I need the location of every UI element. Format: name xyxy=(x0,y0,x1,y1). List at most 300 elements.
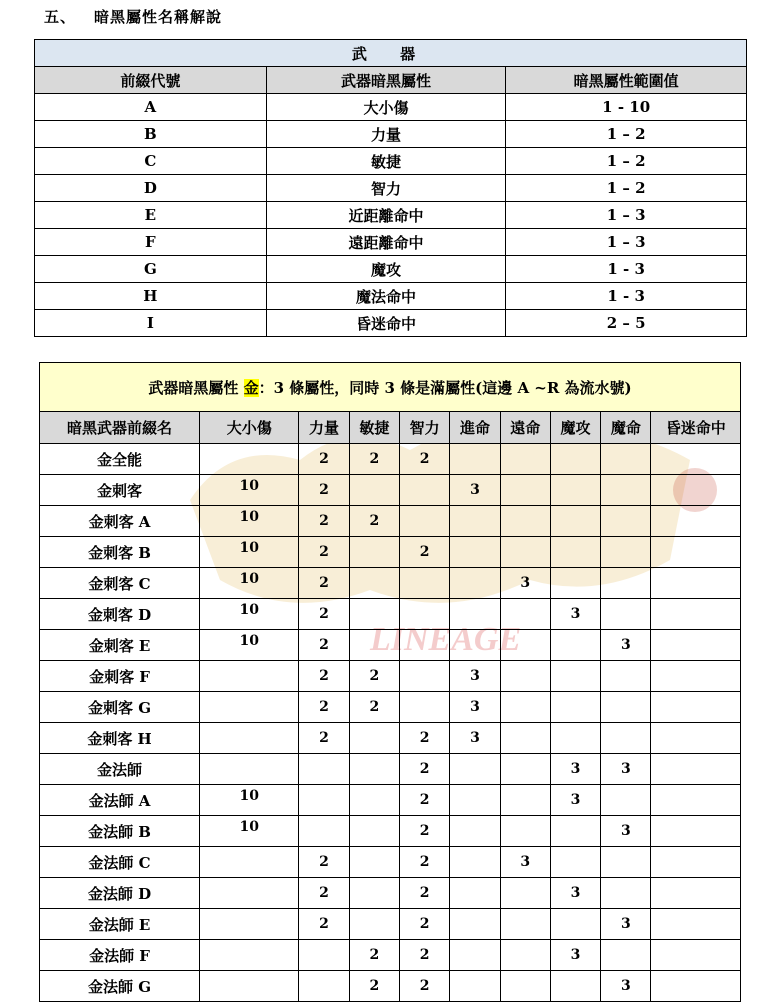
gold-table-cell xyxy=(299,878,349,909)
gold-table-cell xyxy=(500,878,550,909)
gold-table-cell xyxy=(200,754,299,785)
gold-table-cell xyxy=(349,723,399,754)
gold-table-cell xyxy=(651,475,741,506)
weapon-table-cell: H xyxy=(35,283,267,310)
gold-table-cell xyxy=(400,444,450,475)
cell-value: 2 xyxy=(419,947,430,963)
gold-table-header: 魔攻 xyxy=(550,412,600,444)
cell-value: 2 xyxy=(319,575,329,591)
gold-table-cell xyxy=(550,444,600,475)
weapon-table-cell: 昏迷命中 xyxy=(266,310,506,337)
gold-row-name xyxy=(40,692,200,723)
gold-table-cell xyxy=(400,816,450,847)
cell-value: 2 xyxy=(419,544,430,560)
gold-table-cell xyxy=(500,506,550,537)
cell-value: 3 xyxy=(570,761,581,777)
gold-table-cell xyxy=(450,909,500,940)
table-row xyxy=(35,283,747,310)
weapon-table-cell: 2 – 5 xyxy=(506,310,747,337)
table-row xyxy=(35,229,747,256)
gold-table-cell xyxy=(200,940,299,971)
table-row xyxy=(40,506,741,537)
gold-table-cell xyxy=(450,475,500,506)
gold-table-header: 魔命 xyxy=(601,412,651,444)
gold-table-cell xyxy=(299,506,349,537)
gold-table-cell xyxy=(349,754,399,785)
cell-value: 2 xyxy=(419,885,430,901)
gold-table-cell xyxy=(349,847,399,878)
table-row xyxy=(40,475,741,506)
gold-attribute-table xyxy=(39,362,741,1002)
cell-value: 10 xyxy=(239,633,259,649)
gold-table-cell xyxy=(601,661,651,692)
table-row xyxy=(40,444,741,475)
weapon-table-cell: F xyxy=(35,229,267,256)
gold-table-cell xyxy=(500,475,550,506)
gold-table-cell xyxy=(299,940,349,971)
gold-table-cell xyxy=(601,847,651,878)
cell-value: 2 xyxy=(419,451,430,467)
table-row xyxy=(40,971,741,1002)
weapon-table-cell: G xyxy=(35,256,267,283)
table-row xyxy=(35,256,747,283)
gold-table-cell xyxy=(450,568,500,599)
gold-table-cell xyxy=(299,692,349,723)
gold-row-name xyxy=(40,909,200,940)
gold-table-cell xyxy=(601,878,651,909)
gold-table-cell xyxy=(299,630,349,661)
gold-table-cell xyxy=(550,537,600,568)
gold-table-cell xyxy=(299,661,349,692)
gold-title-suffix: ：3 條屬性，同時 3 條是滿屬性(這邊 A ~R 為流水號) xyxy=(258,378,632,397)
table-row xyxy=(40,847,741,878)
gold-table-cell xyxy=(550,630,600,661)
cell-value: 10 xyxy=(239,540,259,556)
gold-table-cell xyxy=(400,506,450,537)
weapon-table-cell: A xyxy=(35,94,267,121)
gold-table-cell xyxy=(400,754,450,785)
gold-table-cell xyxy=(299,475,349,506)
cell-value: 10 xyxy=(239,478,259,494)
gold-table-cell xyxy=(601,692,651,723)
gold-table-cell xyxy=(400,723,450,754)
gold-table-cell xyxy=(601,599,651,630)
gold-row-name xyxy=(40,847,200,878)
gold-table-header: 力量 xyxy=(299,412,349,444)
cell-value: 3 xyxy=(620,978,631,994)
cell-value: 金法師 C xyxy=(88,853,151,872)
gold-table-cell xyxy=(349,692,399,723)
gold-table-cell xyxy=(651,847,741,878)
gold-row-name xyxy=(40,599,200,630)
gold-table-cell xyxy=(601,630,651,661)
gold-table-cell xyxy=(349,661,399,692)
table-row xyxy=(40,599,741,630)
gold-table-cell xyxy=(651,537,741,568)
gold-table-cell xyxy=(450,754,500,785)
gold-table-cell xyxy=(550,475,600,506)
cell-value: 2 xyxy=(319,513,329,529)
cell-value: 金法師 E xyxy=(88,915,151,934)
gold-table-cell xyxy=(299,444,349,475)
gold-table-cell xyxy=(601,537,651,568)
weapon-table-cell: 智力 xyxy=(266,175,506,202)
cell-value: 2 xyxy=(419,916,430,932)
gold-table-cell xyxy=(450,537,500,568)
gold-table-cell xyxy=(450,599,500,630)
gold-row-name xyxy=(40,816,200,847)
cell-value: 3 xyxy=(470,668,480,684)
gold-table-cell xyxy=(400,630,450,661)
gold-row-name xyxy=(40,878,200,909)
gold-table-cell xyxy=(200,878,299,909)
cell-value: 3 xyxy=(570,947,581,963)
cell-value: 2 xyxy=(319,544,329,560)
weapon-table-cell: B xyxy=(35,121,267,148)
gold-table-cell xyxy=(500,599,550,630)
gold-row-name xyxy=(40,785,200,816)
gold-table-cell xyxy=(200,692,299,723)
gold-table-header: 大小傷 xyxy=(200,412,299,444)
weapon-table-cell: 1 - 3 xyxy=(506,256,747,283)
cell-value: 2 xyxy=(419,854,430,870)
gold-table-cell xyxy=(651,692,741,723)
weapon-table-cell: 1 – 2 xyxy=(506,148,747,175)
gold-table-cell xyxy=(550,599,600,630)
weapon-table-header: 武器暗黑屬性 xyxy=(266,67,506,94)
gold-table-cell xyxy=(500,754,550,785)
cell-value: 金刺客 E xyxy=(88,636,151,655)
gold-table-cell xyxy=(550,754,600,785)
cell-value: 3 xyxy=(520,854,531,870)
gold-table-cell xyxy=(400,785,450,816)
cell-value: 2 xyxy=(319,451,329,467)
gold-table-cell xyxy=(200,599,299,630)
gold-table-cell xyxy=(200,816,299,847)
gold-table-cell xyxy=(450,878,500,909)
gold-table-cell xyxy=(601,971,651,1002)
cell-value: 3 xyxy=(620,637,631,653)
gold-table-cell xyxy=(601,444,651,475)
weapon-table-cell: 魔攻 xyxy=(266,256,506,283)
gold-table-cell xyxy=(299,909,349,940)
cell-value: 3 xyxy=(620,761,631,777)
gold-table-cell xyxy=(550,847,600,878)
gold-table-cell xyxy=(400,847,450,878)
gold-table-cell xyxy=(400,568,450,599)
gold-table-cell xyxy=(200,661,299,692)
gold-table-cell xyxy=(400,661,450,692)
gold-table-header: 智力 xyxy=(400,412,450,444)
cell-value: 2 xyxy=(319,699,329,715)
weapon-table-cell: C xyxy=(35,148,267,175)
gold-table-cell xyxy=(651,754,741,785)
weapon-table-cell: I xyxy=(35,310,267,337)
gold-table-cell xyxy=(601,940,651,971)
cell-value: 10 xyxy=(239,819,259,835)
section-number: 五、 xyxy=(44,8,77,26)
gold-title-highlight: 金 xyxy=(243,378,259,397)
gold-table-cell xyxy=(349,816,399,847)
weapon-table-cell: 1 - 3 xyxy=(506,283,747,310)
gold-table-cell xyxy=(500,785,550,816)
cell-value: 3 xyxy=(470,699,480,715)
gold-table-cell xyxy=(349,568,399,599)
gold-table-header: 昏迷命中 xyxy=(651,412,741,444)
weapon-table-header: 暗黑屬性範圍值 xyxy=(506,67,747,94)
cell-value: 金刺客 C xyxy=(88,574,151,593)
cell-value: 10 xyxy=(239,571,259,587)
cell-value: 2 xyxy=(319,606,329,622)
gold-table-cell xyxy=(601,816,651,847)
weapon-table-cell: 力量 xyxy=(266,121,506,148)
gold-title-prefix: 武器暗黑屬性 xyxy=(148,378,244,397)
gold-table-cell xyxy=(500,940,550,971)
gold-table-cell xyxy=(500,909,550,940)
cell-value: 2 xyxy=(419,978,430,994)
gold-table-cell xyxy=(550,568,600,599)
weapon-table-title: 武 器 xyxy=(35,40,747,67)
cell-value: 3 xyxy=(620,916,631,932)
cell-value: 3 xyxy=(520,575,531,591)
weapon-table-header: 前綴代號 xyxy=(35,67,267,94)
gold-table-cell xyxy=(349,971,399,1002)
table-row xyxy=(40,785,741,816)
cell-value: 2 xyxy=(419,730,430,746)
gold-table-cell xyxy=(349,475,399,506)
gold-table-cell xyxy=(200,568,299,599)
cell-value: 2 xyxy=(319,730,329,746)
section-title: 暗黑屬性名稱解說 xyxy=(94,8,223,26)
cell-value: 金法師 F xyxy=(89,946,150,965)
table-row xyxy=(40,537,741,568)
gold-table-cell xyxy=(400,537,450,568)
gold-table-cell xyxy=(200,785,299,816)
gold-table-cell xyxy=(500,847,550,878)
table-row xyxy=(35,148,747,175)
table-row xyxy=(40,661,741,692)
gold-row-name xyxy=(40,537,200,568)
cell-value: 3 xyxy=(470,482,480,498)
gold-table-cell xyxy=(450,785,500,816)
cell-value: 2 xyxy=(419,792,430,808)
gold-table-cell xyxy=(299,971,349,1002)
weapon-table-cell: D xyxy=(35,175,267,202)
gold-table-cell xyxy=(651,444,741,475)
cell-value: 3 xyxy=(470,730,480,746)
cell-value: 3 xyxy=(570,792,581,808)
table-row xyxy=(40,692,741,723)
gold-table-cell xyxy=(651,661,741,692)
cell-value: 2 xyxy=(319,668,329,684)
gold-table-cell xyxy=(651,909,741,940)
gold-table-cell xyxy=(400,475,450,506)
gold-table-cell xyxy=(550,878,600,909)
gold-table-cell xyxy=(349,599,399,630)
gold-table-cell xyxy=(450,630,500,661)
cell-value: 2 xyxy=(319,916,329,932)
cell-value: 2 xyxy=(319,885,329,901)
gold-table-cell xyxy=(550,816,600,847)
gold-row-name xyxy=(40,568,200,599)
gold-table-cell xyxy=(601,754,651,785)
gold-table-cell xyxy=(200,475,299,506)
gold-table-cell xyxy=(550,940,600,971)
cell-value: 金刺客 G xyxy=(87,698,152,717)
weapon-table-cell: 1 – 2 xyxy=(506,121,747,148)
gold-table-cell xyxy=(349,444,399,475)
table-row xyxy=(40,816,741,847)
gold-row-name xyxy=(40,506,200,537)
cell-value: 2 xyxy=(369,699,380,715)
gold-table-cell xyxy=(651,630,741,661)
cell-value: 2 xyxy=(419,823,430,839)
gold-table-cell xyxy=(299,537,349,568)
table-row xyxy=(35,202,747,229)
gold-table-cell xyxy=(651,506,741,537)
table-row xyxy=(35,121,747,148)
cell-value: 金法師 B xyxy=(88,822,151,841)
gold-table-cell xyxy=(450,723,500,754)
gold-table-cell xyxy=(601,723,651,754)
watermark-text: LINEAGE xyxy=(370,621,522,658)
cell-value: 金刺客 A xyxy=(88,512,151,531)
cell-value: 10 xyxy=(239,602,259,618)
gold-table-cell xyxy=(450,661,500,692)
gold-table-header: 敏捷 xyxy=(349,412,399,444)
cell-value: 2 xyxy=(419,761,430,777)
weapon-table-cell: 1 – 3 xyxy=(506,229,747,256)
gold-table-cell xyxy=(349,537,399,568)
gold-table-cell xyxy=(400,692,450,723)
cell-value: 10 xyxy=(239,788,259,804)
gold-table-cell xyxy=(651,878,741,909)
gold-table-cell xyxy=(299,785,349,816)
gold-table-cell xyxy=(200,723,299,754)
gold-table-cell xyxy=(200,537,299,568)
gold-row-name xyxy=(40,971,200,1002)
cell-value: 2 xyxy=(319,637,329,653)
weapon-table-cell: 1 – 2 xyxy=(506,175,747,202)
gold-table-cell xyxy=(200,847,299,878)
table-row xyxy=(40,878,741,909)
gold-table-cell xyxy=(651,816,741,847)
gold-table-cell xyxy=(450,692,500,723)
gold-table-cell xyxy=(400,940,450,971)
gold-table-cell xyxy=(550,971,600,1002)
gold-table-cell xyxy=(400,909,450,940)
gold-table-cell xyxy=(601,475,651,506)
table-row xyxy=(40,723,741,754)
gold-table-cell xyxy=(651,940,741,971)
cell-value: 金全能 xyxy=(97,450,143,469)
gold-table-cell xyxy=(500,723,550,754)
table-row xyxy=(40,940,741,971)
cell-value: 2 xyxy=(319,854,329,870)
gold-table-cell xyxy=(550,692,600,723)
gold-table-cell xyxy=(601,909,651,940)
table-row xyxy=(35,94,747,121)
gold-table-cell xyxy=(200,444,299,475)
gold-table-header: 暗黑武器前綴名 xyxy=(40,412,200,444)
gold-table-cell xyxy=(200,909,299,940)
gold-row-name xyxy=(40,475,200,506)
gold-table-cell xyxy=(400,971,450,1002)
gold-table-cell xyxy=(450,971,500,1002)
table-row xyxy=(40,754,741,785)
cell-value: 2 xyxy=(369,668,380,684)
gold-table-cell xyxy=(651,971,741,1002)
weapon-table-cell: 敏捷 xyxy=(266,148,506,175)
gold-row-name xyxy=(40,444,200,475)
gold-row-name xyxy=(40,754,200,785)
cell-value: 10 xyxy=(239,509,259,525)
cell-value: 金刺客 H xyxy=(87,729,152,748)
gold-table-cell xyxy=(200,630,299,661)
cell-value: 金法師 A xyxy=(88,791,151,810)
table-row xyxy=(35,310,747,337)
cell-value: 金法師 G xyxy=(87,977,152,996)
section-heading xyxy=(44,6,222,27)
weapon-table-cell: E xyxy=(35,202,267,229)
cell-value: 2 xyxy=(369,947,380,963)
gold-table-cell xyxy=(450,816,500,847)
cell-value: 金刺客 B xyxy=(88,543,151,562)
cell-value: 金法師 xyxy=(97,760,143,779)
gold-table-cell xyxy=(349,630,399,661)
gold-table-cell xyxy=(500,568,550,599)
cell-value: 2 xyxy=(369,978,380,994)
cell-value: 3 xyxy=(570,885,581,901)
gold-row-name xyxy=(40,940,200,971)
gold-table-cell xyxy=(299,847,349,878)
gold-row-name xyxy=(40,630,200,661)
gold-table-cell xyxy=(500,444,550,475)
gold-table-cell xyxy=(299,599,349,630)
gold-table-cell xyxy=(500,661,550,692)
cell-value: 金刺客 xyxy=(97,481,143,500)
gold-table-cell xyxy=(651,723,741,754)
cell-value: 2 xyxy=(369,513,380,529)
gold-table-cell xyxy=(500,537,550,568)
gold-table-cell xyxy=(299,723,349,754)
gold-table-cell xyxy=(349,909,399,940)
cell-value: 2 xyxy=(319,482,329,498)
gold-table-cell xyxy=(550,661,600,692)
cell-value: 金法師 D xyxy=(87,884,152,903)
weapon-table-cell: 1 - 10 xyxy=(506,94,747,121)
cell-value: 金刺客 D xyxy=(87,605,152,624)
weapon-table-cell: 近距離命中 xyxy=(266,202,506,229)
gold-table-cell xyxy=(349,878,399,909)
gold-table-cell xyxy=(450,847,500,878)
gold-table-cell xyxy=(200,971,299,1002)
table-row xyxy=(40,568,741,599)
gold-table-cell xyxy=(400,599,450,630)
gold-table-cell xyxy=(450,940,500,971)
gold-table-cell xyxy=(299,754,349,785)
cell-value: 3 xyxy=(620,823,631,839)
weapon-table-cell: 遠距離命中 xyxy=(266,229,506,256)
gold-table-cell xyxy=(349,785,399,816)
cell-value: 金刺客 F xyxy=(89,667,150,686)
gold-table-cell xyxy=(550,723,600,754)
gold-table-header: 遠命 xyxy=(500,412,550,444)
gold-table-cell xyxy=(550,909,600,940)
gold-table-cell xyxy=(500,816,550,847)
gold-table-cell xyxy=(651,568,741,599)
gold-table-cell xyxy=(299,816,349,847)
